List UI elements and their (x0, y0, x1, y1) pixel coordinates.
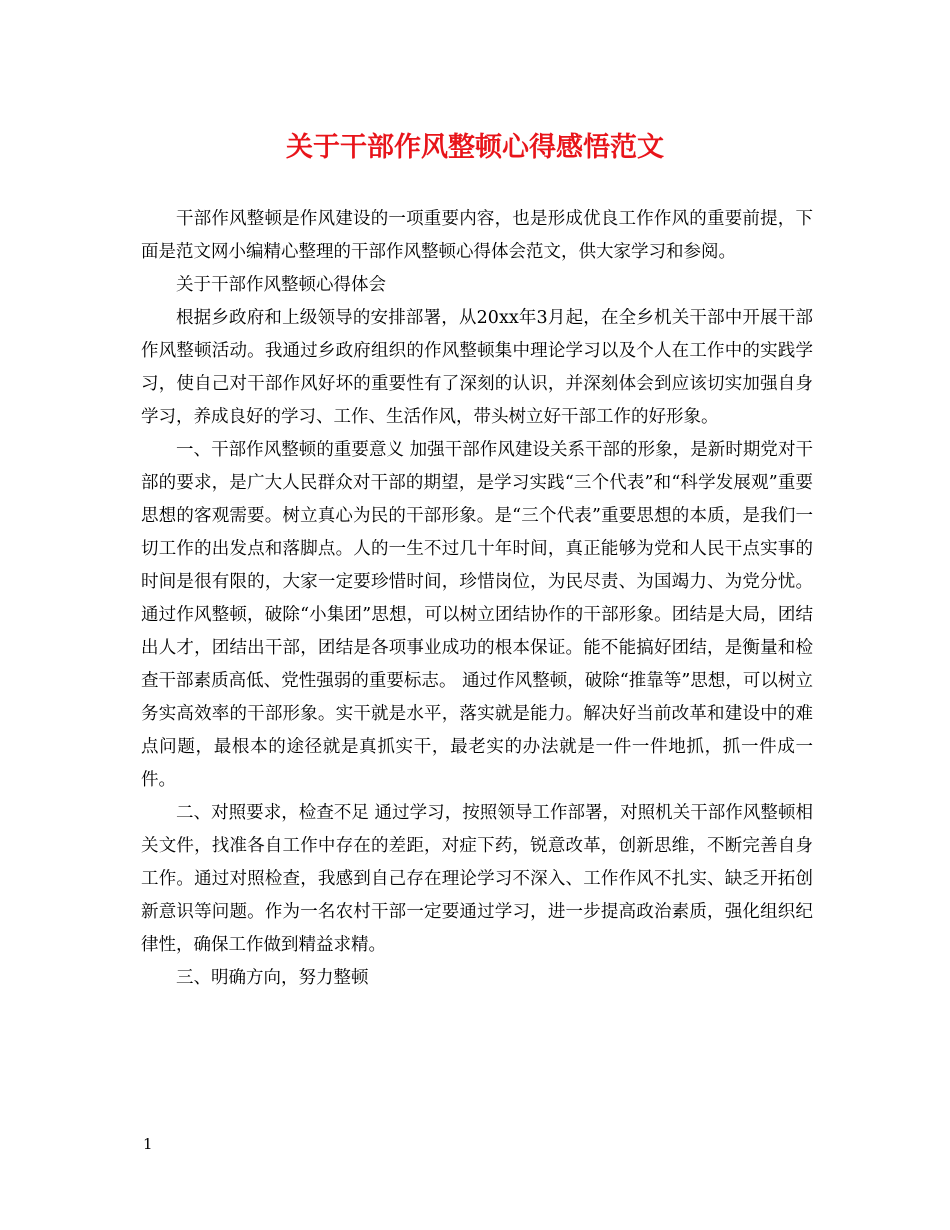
document-body (141, 203, 813, 995)
paragraph-intro: 干部作风整顿是作风建设的一项重要内容，也是形成优良工作作风的重要前提，下面是范文网小编精心整理的干部作风整顿心得体会范文，供大家学习和参阅。 (141, 209, 813, 262)
paragraph-section-one: 一、干部作风整顿的重要意义 加强干部作风建设关系干部的形象，是新时期党对干部的要求，是广大人民群众对干部的期望，是学习实践“三个代表”和“科学发展观”重要思想的客观需要。树立真心为民的干部形象。是“三个代表”重要思想的本质，是我们一切工作的出发点和落脚点。人的一生不过几十年时间，真正能够为党和人民干点实事的时间是很有限的，大家一定要珍惜时间，珍惜岗位，为民尽责、为国竭力、为党分忧。 通过作风整顿，破除“小集团”思想，可以树立团结协作的干部形象。团结是大局，团结出人才，团结出干部，团结是各项事业成功的根本保证。能不能搞好团结，是衡量和检查干部素质高低、党性强弱的重要标志。 通过作风整顿，破除“推靠等”思想，可以树立务实高效率的干部形象。实干就是水平，落实就是能力。解决好当前改革和建设中的难点问题，最根本的途径就是真抓实干，最老实的办法就是一件一件地抓，抓一件成一件。 (141, 440, 813, 790)
paragraph-subheading: 关于干部作风整顿心得体会 (176, 275, 386, 295)
page-number: 1 (143, 1135, 153, 1153)
paragraph-section-three: 三、明确方向，努力整顿 (176, 968, 369, 988)
document-title: 关于干部作风整顿心得感悟范文 (286, 132, 664, 163)
paragraph-background: 根据乡政府和上级领导的安排部署，从20xx年3月起，在全乡机关干部中开展干部作风整顿活动。我通过乡政府组织的作风整顿集中理论学习以及个人在工作中的实践学习，使自己对干部作风好坏的重要性有了深刻的认识，并深刻体会到应该切实加强自身学习，养成良好的学习、工作、生活作风，带头树立好干部工作的好形象。 (141, 308, 813, 427)
paragraph-section-two: 二、对照要求，检查不足 通过学习，按照领导工作部署，对照机关干部作风整顿相关文件，找准各自工作中存在的差距，对症下药，锐意改革，创新思维，不断完善自身工作。通过对照检查，我感到自己存在理论学习不深入、工作作风不扎实、缺乏开拓创新意识等问题。作为一名农村干部一定要通过学习，进一步提高政治素质，强化组织纪律性，确保工作做到精益求精。 (141, 803, 813, 955)
